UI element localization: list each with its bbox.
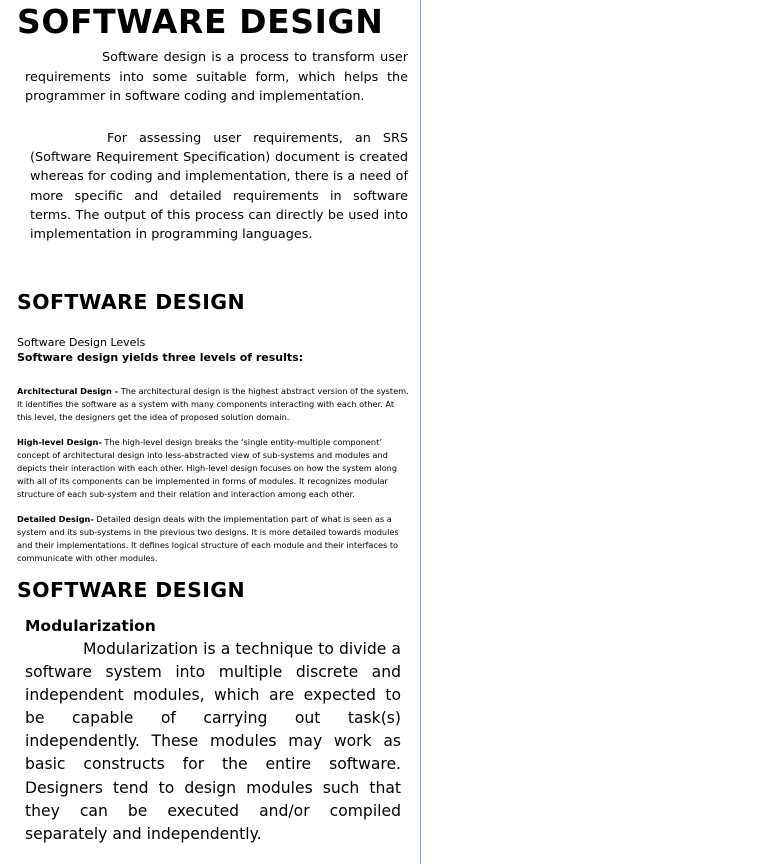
architectural-design-term: Architectural Design - bbox=[17, 386, 119, 396]
architectural-design-text: The architectural design is the highest abstract version of the system. It identifies the software as a system with many components interacting with each other. At this level, the designers get the idea of proposed solution domain. bbox=[17, 386, 409, 422]
architectural-design-definition bbox=[17, 385, 410, 424]
page-title: SOFTWARE DESIGN bbox=[17, 2, 384, 41]
intro-paragraph: Software design is a process to transform user requirements into some suitable form, which helps the programmer in software coding and implementation. bbox=[25, 50, 408, 104]
high-level-design-definition bbox=[17, 436, 410, 501]
srs-paragraph: For assessing user requirements, an SRS (Software Requirement Specification) document is created whereas for coding and implementation, there is a need of more specific and detailed requirements in software terms. The output of this process can directly be used into implementation in programming languages. bbox=[30, 131, 408, 243]
detailed-design-term: Detailed Design- bbox=[17, 514, 94, 524]
detailed-design-text: Detailed design deals with the implementation part of what is seen as a system and its sub-systems in the previous two designs. It is more detailed towards modules and their implementations. It defines logical structure of each module and their interfaces to communicate with other modules. bbox=[17, 514, 399, 563]
section-heading-levels: SOFTWARE DESIGN bbox=[17, 290, 246, 314]
high-level-design-term: High-level Design- bbox=[17, 437, 102, 447]
modularization-paragraph: Modularization is a technique to divide a software system into multiple discrete and independent modules, which are expected to be capable of carrying out task(s) independently. These modules may work as basic constructs for the entire software. Designers tend to design modules such that they can be executed and/or compiled separately and independently. bbox=[25, 640, 401, 843]
levels-subtitle: Software design yields three levels of results: bbox=[17, 351, 304, 364]
section-heading-modularization: SOFTWARE DESIGN bbox=[17, 578, 246, 602]
levels-title: Software Design Levels bbox=[17, 336, 146, 349]
page-divider-line bbox=[420, 0, 421, 864]
modularization-subheading: Modularization bbox=[25, 617, 156, 635]
detailed-design-definition bbox=[17, 513, 410, 565]
high-level-design-text: The high-level design breaks the ‘single entity-multiple component’ concept of architectural design into less-abstracted view of sub-systems and modules and depicts their interaction with each other. High-level design focuses on how the system along with all of its components can be implemented in forms of modules. It recognizes modular structure of each sub-system and their relation and interaction among each other. bbox=[17, 437, 398, 499]
